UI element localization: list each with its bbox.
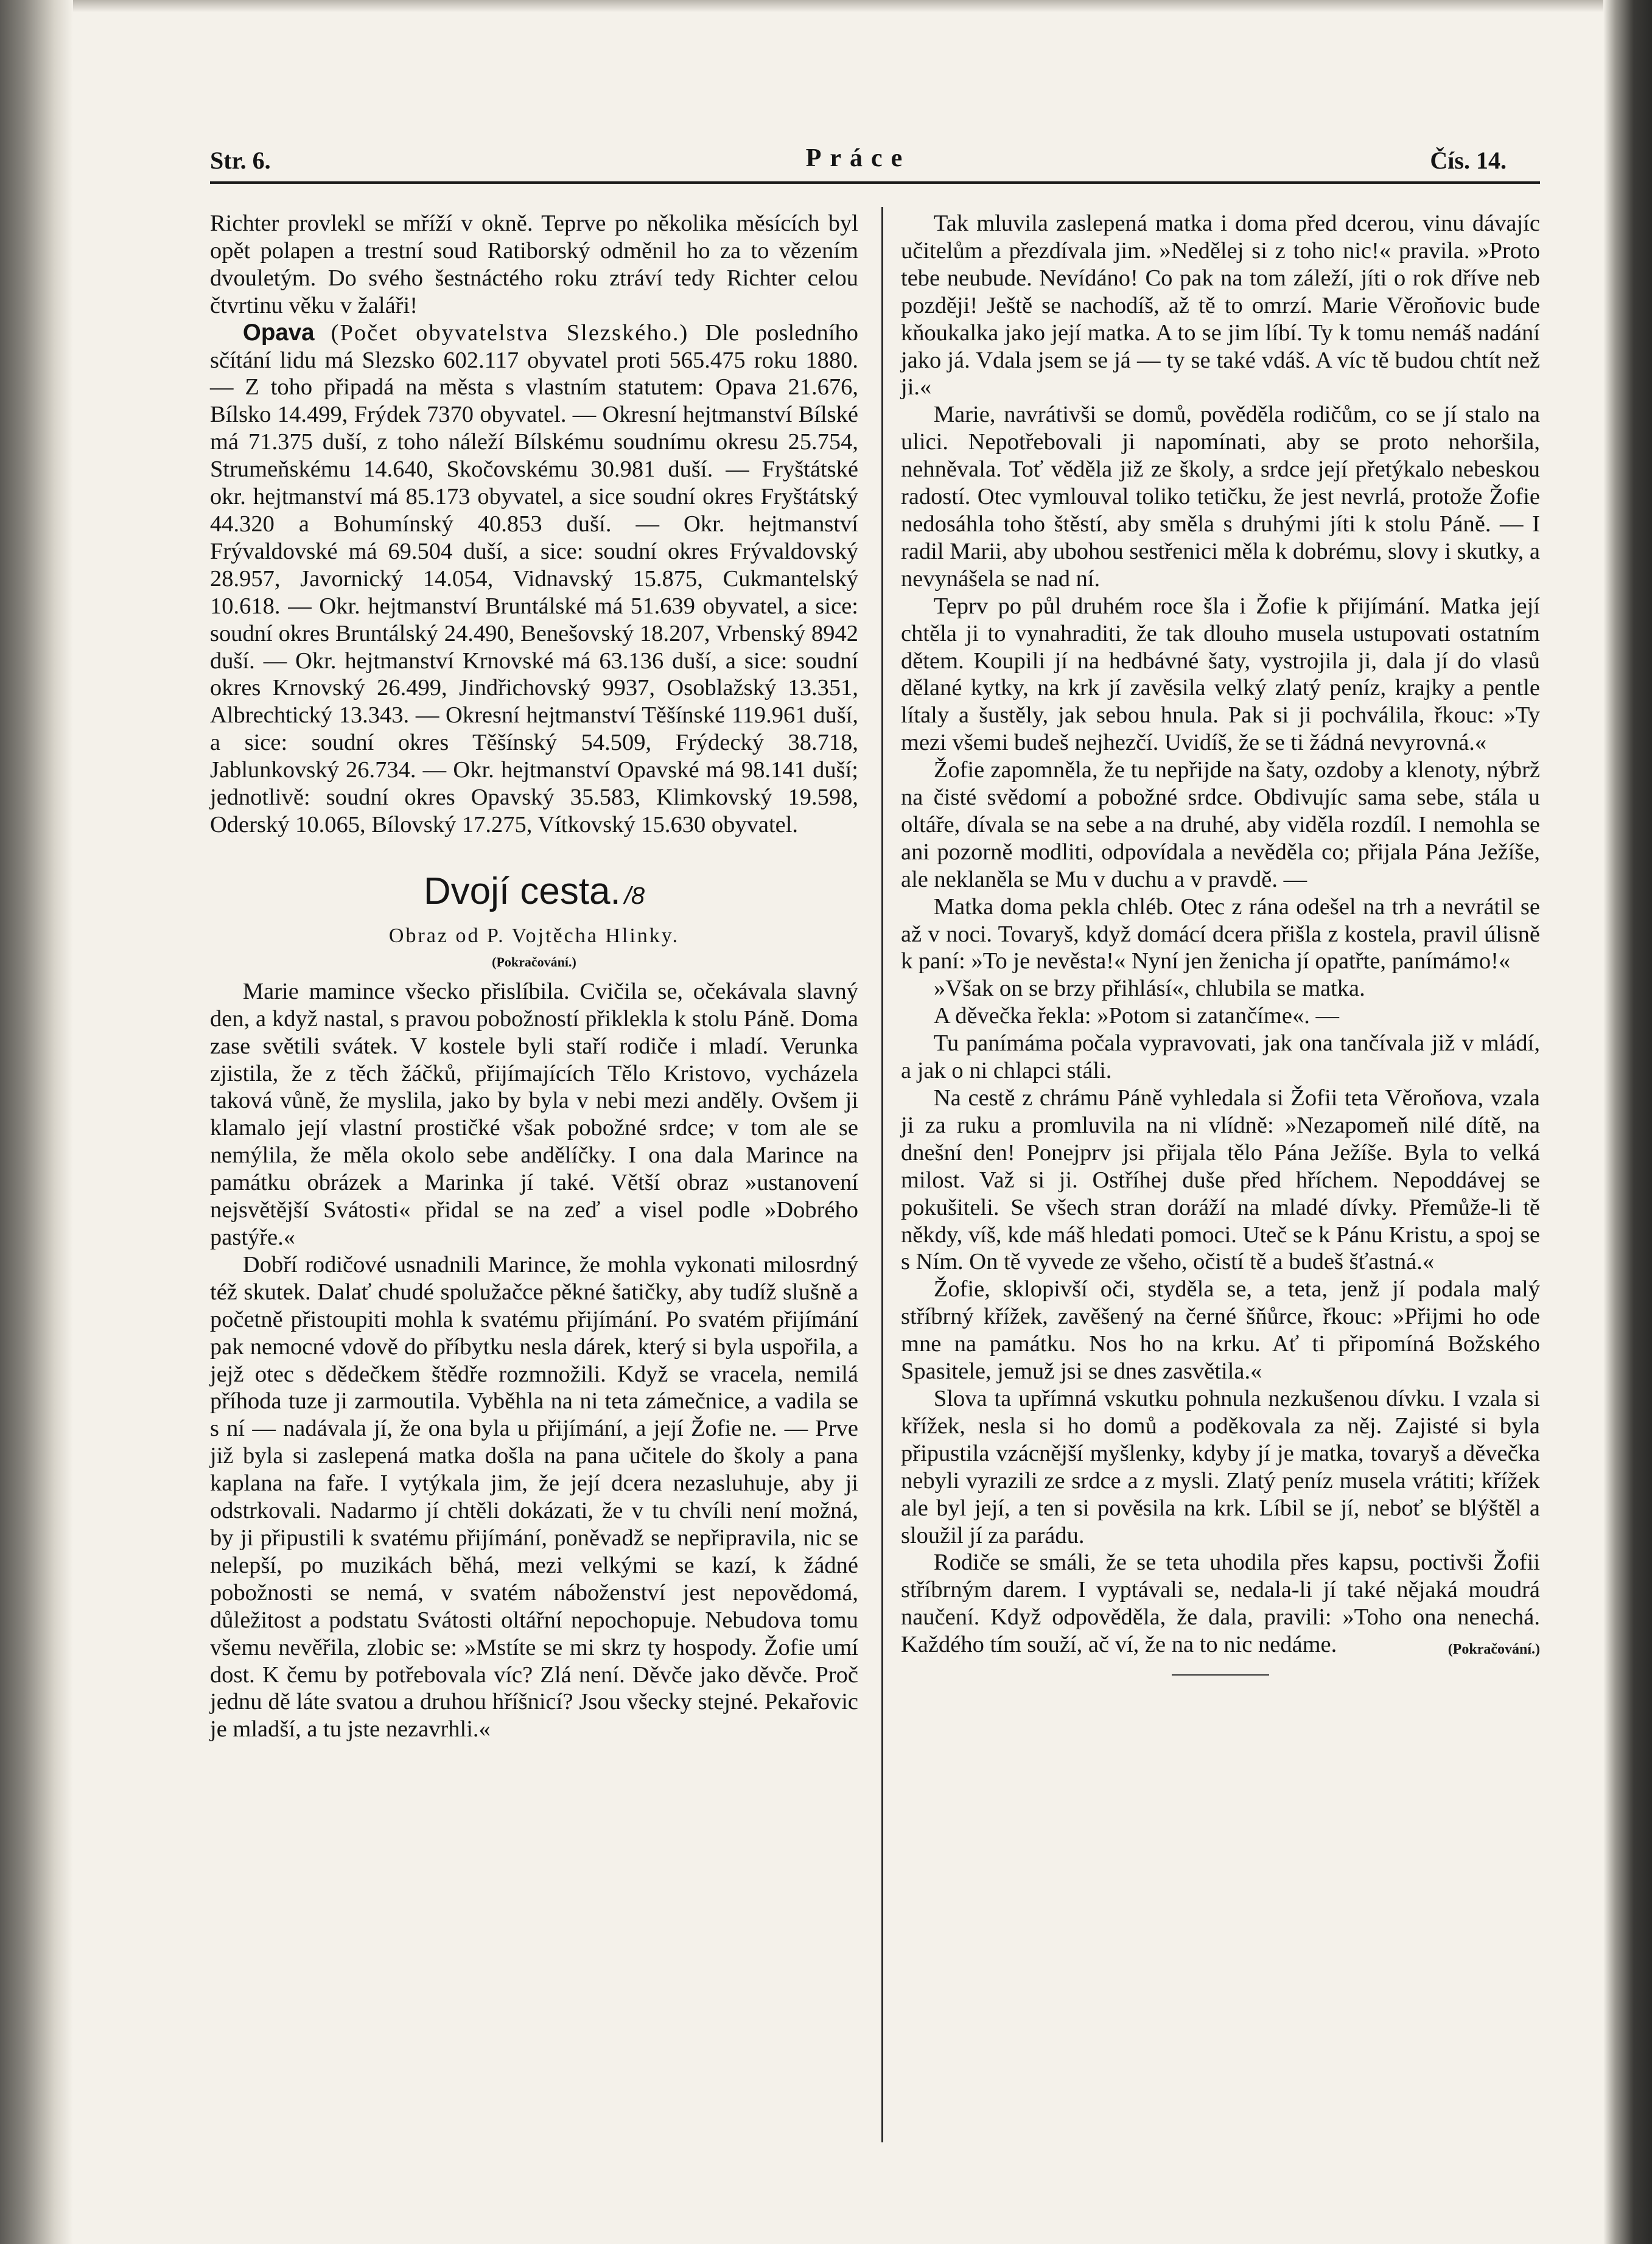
- page-header: [210, 141, 1507, 178]
- opava-label: Opava: [242, 319, 315, 346]
- article-title-text: Dvojí cesta.: [423, 870, 621, 912]
- column-divider: [881, 207, 883, 2142]
- right-paragraph-12-text: Rodiče se smáli, že se teta uhodila přes kapsu, poctivši Žofii stříbrným darem. I vyptávali se, nedala-li jí také nějaká moudrá naučení. Když odpověděla, že dala, pravili: »Toho ona nenechá. Každého tím souží, ač ví, že na to nic nedáme.: [901, 1550, 1540, 1658]
- article-paragraph-2: Dobří rodičové usnadnili Marince, že mohla vykonati milosrdný též skutek. Dalať chudé spolužačce pěkné šatičky, aby tudíž slušně a početně přistoupiti mohla k svatému přijímání. Po svatém přijímání pak nemocné vdově do příbytku nesla dárek, který si byla uspořila, a jejž otec s dědečkem štědře rozmnožili. Když se vracela, nemilá příhoda tuze ji zarmoutila. Vyběhla na ni teta zámečnice, a vadila se s ní — nadávala jí, že ona byla u přijímání, a její Žofie ne. — Prve již byla si zaslepená matka došla na pana učitele do školy a pana kaplana na faře. I vytýkala jim, že její dcera nezasluhuje, aby ji odstrkovali. Nadarmo jí chtěli dokázati, že v tu chvíli není možná, by ji připustili k svatému přijímání, poněvadž se nepřipravila, nic se nelepší, po muzikách běhá, mezi velkými se kazí, k žádné pobožnosti se nemá, v svatém náboženství jest nepovědomá, důležitost a podstatu Svátosti oltářní nepochopuje. Nebudova tomu všemu nevěřila, zlobic se: »Mstíte se mi skrz ty hospody. Žofie umí dost. K čemu by potřebovala víc? Zlá není. Děvče jako děvče. Proč jednu dě láte svatou a druhou hříšnicí? Jsou všecky stejné. Pekařovic je mladší, a tu jste nezavrhli.«: [210, 1251, 858, 1742]
- header-rule: [210, 181, 1540, 184]
- scan-edge-left: [0, 0, 73, 2244]
- right-column: [901, 210, 1540, 1676]
- right-paragraph-3: Teprv po půl druhém roce šla i Žofie k přijímání. Matka její chtěla ji to vynahraditi, že tak dlouho musela ustupovati ostatním dětem. Koupili jí na hedbávné šaty, vystrojila ji, dala jí do vlasů dělané kytky, na krk jí zavěsila velký zlatý peníz, krajky a pentle lítaly a šustěly, jak sebou hnula. Pak si ji pochválila, řkouc: »Ty mezi všemi budeš nejhezčí. Uvidíš, že se ti žádná nevyrovná.«: [901, 593, 1540, 756]
- article-author: Obraz od P. Vojtěcha Hlinky.: [388, 924, 680, 947]
- right-paragraph-1: Tak mluvila zaslepená matka i doma před dcerou, vinu dávajíc učitelům a přezdívala jim. »Nedělej si z toho nic!« pravila. »Proto tebe neubude. Nevídáno! Co pak na tom záleží, jíti o rok dříve neb později! Ještě se nachodíš, až tě to omrzí. Marie Věroňovic bude kňoukalka jako její matka. A to se jim líbí. Ty k tomu nemáš nadání jako já. Vdala jsem se já — ty se také vdáš. A víc tě budou chtít než ji.«: [901, 211, 1540, 400]
- scan-edge-top: [0, 0, 1652, 12]
- right-paragraph-2: Marie, navrátivši se domů, pověděla rodičům, co se jí stalo na ulici. Nepotřebovali ji napomínati, aby se proto nehoršila, nehněvala. Toť věděla již ze školy, a srdce její přetýkalo nebeskou radostí. Otec vymlouval toliko tetičku, že jest nevrlá, protože Žofie nedosáhla toho štěstí, aby směla s druhými jíti k stolu Páně. — I radil Marii, aby ubohou sestřenici měla k dobrému, slovy i skutky, a nevynášela se nad ní.: [901, 402, 1540, 592]
- opava-text: Dle posledního sčítání lidu má Slezsko 602.117 obyvatel proti 565.475 roku 1880. — Z toho připadá na města s vlastním statutem: Opava 21.676, Bílsko 14.499, Frýdek 7370 obyvatel. — Okresní hejtmanství Bílské má 71.375 duší, z toho náleží Bílskému soudnímu okresu 25.754, Strumeňskému 14.640, Skočovskému 30.981 duší. — Fryštátské okr. hejtmanství má 85.173 obyvatel, a sice soudní okres Fryštátský 44.320 a Bohumínský 40.853 duší. — Okr. hejtmanství Frývaldovské má 69.504 duší, a sice: soudní okres Frývaldovský 28.957, Javornický 14.054, Vidnavský 15.875, Cukmantelský 10.618. — Okr. hejtmanství Bruntálské má 51.639 obyvatel, a sice: soudní okres Bruntálský 24.490, Benešovský 18.207, Vrbenský 8942 duší. — Okr. hejtmanství Krnovské má 63.136 duší, a sice: soudní okres Krnovský 26.499, Jindřichovský 9937, Osoblažský 13.351, Albrechtický 13.343. — Okresní hejtmanství Těšínské 119.961 duší, a sice: soudní okres Těšínský 54.509, Frýdecký 38.718, Jablunkovský 26.734. — Okr. hejtmanství Opavské má 98.141 duší; jednotlivě: soudní okres Opavský 35.583, Klimkovský 19.598, Oderský 10.065, Bílovský 17.275, Vítkovský 15.630 obyvatel.: [210, 320, 859, 837]
- article-title: [210, 870, 858, 917]
- right-paragraph-11: Slova ta upřímná vskutku pohnula nezkušenou dívku. I vzala si křížek, nesla si ho domů a poděkovala za něj. Zajisté si byla připustila vzácnější myšlenky, kdyby jí je matka, tovaryš a děvečka nebyli vyrazili ze srdce a z mysli. Zlatý peníz musela vrátiti; křížek ale byl její, a ten si pověsila na krk. Líbil se jí, neboť se blýštěl a sloužil jí za parádu.: [901, 1385, 1540, 1548]
- right-paragraph-7: A děvečka řekla: »Potom si zatančíme«. —: [933, 1003, 1339, 1029]
- opava-paragraph: [210, 320, 858, 839]
- page-title: Práce: [805, 144, 911, 172]
- left-column: [210, 210, 858, 1743]
- scan-edge-right: [1603, 0, 1652, 2244]
- end-rule: [1172, 1674, 1269, 1676]
- article-paragraph-1: Marie mamince všecko přislíbila. Cvičila se, očekávala slavný den, a když nastal, s pravou pobožností přiklekla k stolu Páně. Doma zase světili svátek. V kostele byli staří rodiče i mladí. Verunka zjistila, že z těch žáčků, přijímajících Tělo Kristovo, vycházela taková vůně, že myslila, jako by byla v nebi mezi anděly. Ovšem ji klamalo její vlastní prostičké však pobožné srdce; v tom ale se nemýlila, že měla okolo sebe andělíčky. I ona dala Marince na památku obrázek a Marinka jí také. Větší obraz »ustanovení nejsvětější Svátosti« přidal se na zeď a visel podle »Dobrého pastýře.«: [210, 978, 858, 1250]
- page-number: Str. 6.: [210, 147, 271, 174]
- right-paragraph-6: »Však on se brzy přihlásí«, chlubila se matka.: [933, 976, 1365, 1002]
- right-paragraph-10: Žofie, sklopivší oči, styděla se, a teta, jenž jí podala malý stříbrný křížek, zavěšený na černé šňůrce, řkouc: »Přijmi ho ode mne na památku. Nos ho na krku. Ať ti připomíná Božského Spasitele, jemuž jsi se dnes zasvětila.«: [901, 1276, 1540, 1385]
- right-paragraph-9: Na cestě z chrámu Páně vyhledala si Žofii teta Věroňova, vzala ji za ruku a promluvila na ni vlídně: »Nezapomeň nilé dítě, na dnešní den! Ponejprv jsi přijala tělo Pána Ježíše. Byla to velká milost. Važ si ji. Ostříhej duše před hříchem. Nepoddávej se pokušiteli. Se všech stran doráží na mladé dívky. Přemůže-li tě někdy, víš, kde máš hledati pomoci. Uteč se k Pánu Kristu, a spoj se s Ním. On tě vyvede ze všeho, očistí tě a budeš šťastná.«: [901, 1085, 1540, 1275]
- issue-number: Čís. 14.: [1430, 147, 1507, 174]
- richter-paragraph: Richter provlekl se mříží v okně. Teprve po několika měsících byl opět polapen a trestní soud Ratiborský odměnil ho za to vězením dvouletým. Do svého šestnáctého roku ztráví tedy Richter celou čtvrtinu věku v žaláři!: [210, 211, 858, 318]
- right-paragraph-5: Matka doma pekla chléb. Otec z rána odešel na trh a nevrátil se až v noci. Tovaryš, když domácí dcera přišla z kostela, pravil úlisně k paní: »To je nevěsta!« Nyní jen ženicha jí opatřte, panímámo!«: [901, 893, 1540, 974]
- right-paragraph-8: Tu panímáma počala vypravovati, jak ona tančívala již v mládí, a jak o ni chlapci stáli.: [901, 1030, 1540, 1084]
- handwritten-mark: /8: [624, 882, 645, 909]
- continued-note: (Pokračování.): [1447, 1641, 1540, 1658]
- right-paragraph-4: Žofie zapomněla, že tu nepřijde na šaty, ozdoby a klenoty, nýbrž na čisté svědomí a pobožné srdce. Obdivujíc sama sebe, stála u oltáře, dívala se na sebe a na druhé, aby viděla rozdíl. I nemohla se ani pozorně modliti, odpovídala a nevěděla co; přijala Pána Ježíše, ale neklaněla se Mu v duchu a v pravdě. —: [901, 757, 1540, 892]
- right-paragraph-12: [901, 1549, 1540, 1659]
- opava-heading: (Počet obyvatelstva Slezského.): [331, 320, 689, 346]
- article-continuation-note: (Pokračování.): [492, 954, 576, 970]
